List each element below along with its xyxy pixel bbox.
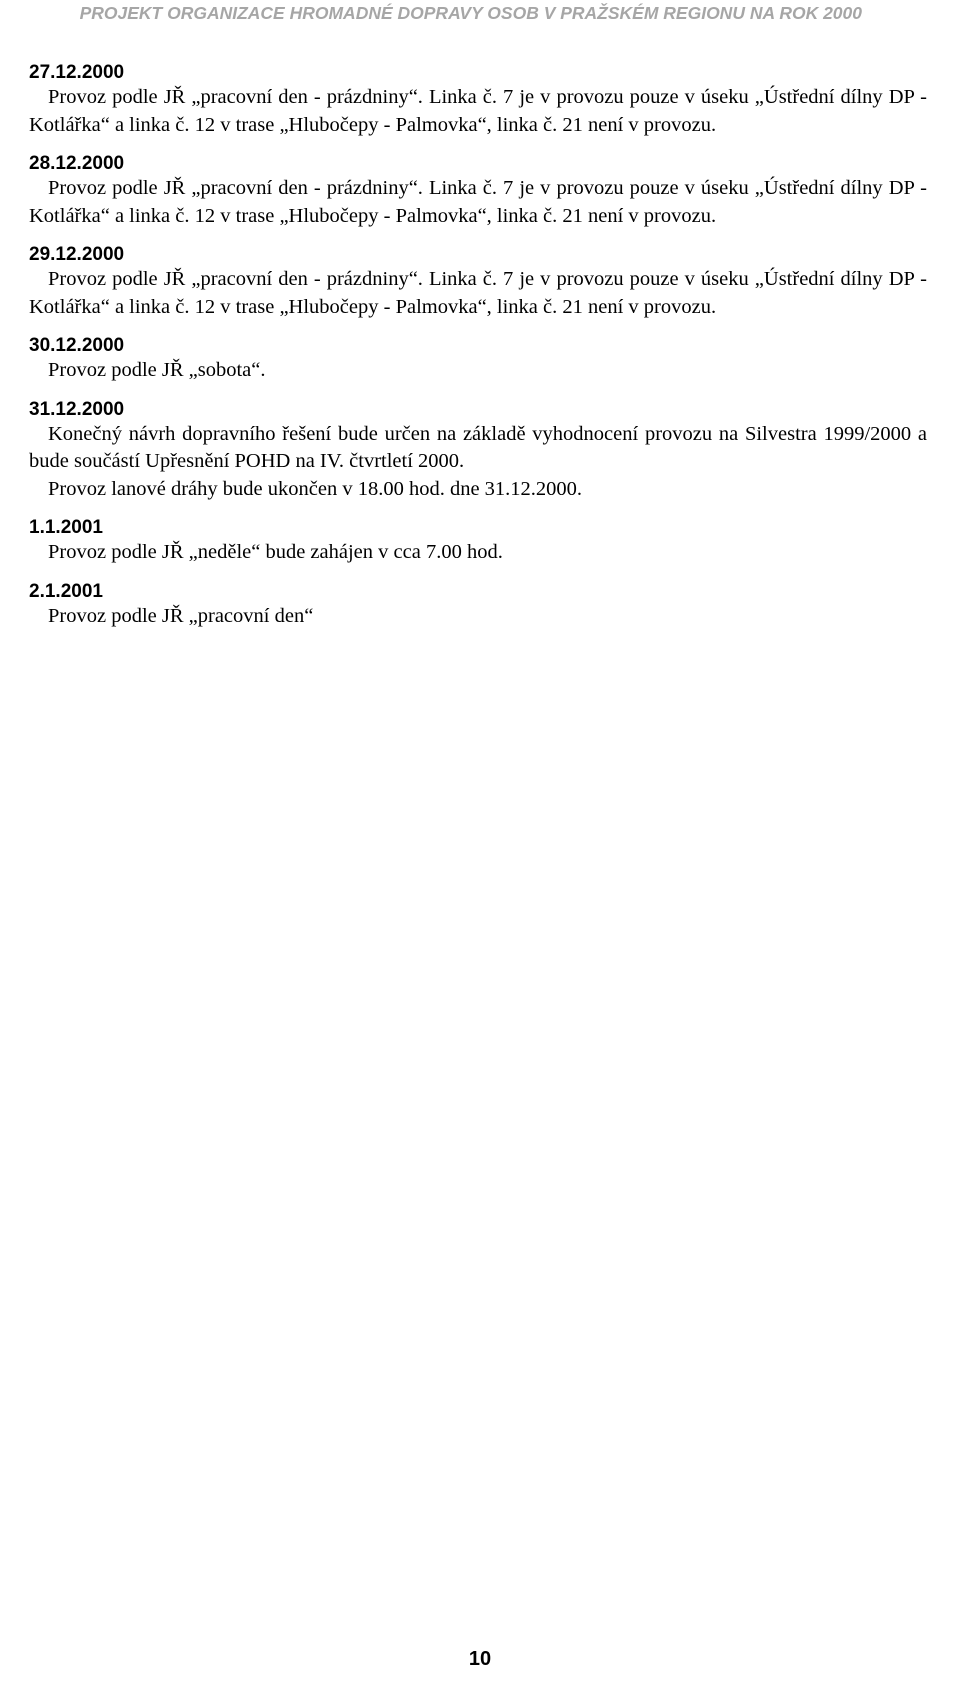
page-number: 10	[468, 1648, 492, 1670]
entry-date: 2.1.2001	[29, 580, 103, 602]
entry-29-12-2000	[29, 244, 927, 321]
entry-text: Provoz podle JŘ „sobota“.	[48, 359, 266, 381]
entry-date: 30.12.2000	[29, 335, 125, 356]
entry-text: Konečný návrh dopravního řešení bude určen na základě vyhodnocení provozu na Silvestra 1999/2000 a bude součástí Upřesnění POHD na IV. čtvrtletí 2000.	[29, 422, 927, 472]
entry-text: Provoz podle JŘ „pracovní den“	[48, 604, 314, 627]
entry-text: Provoz podle JŘ „neděle“ bude zahájen v cca 7.00 hod.	[48, 541, 503, 563]
entry-date: 1.1.2001	[29, 517, 103, 538]
entry-28-12-2000	[29, 153, 927, 230]
entry-text: Provoz podle JŘ „pracovní den - prázdniny“. Linka č. 7 je v provozu pouze v úseku „Ústřední dílny DP - Kotlářka“ a linka č. 12 v trase „Hlubočepy - Palmovka“, linka č. 21 není v provozu.	[29, 86, 927, 136]
entry-date: 31.12.2000	[29, 398, 125, 420]
entry-2-1-2001	[29, 581, 927, 631]
document-body	[29, 62, 927, 644]
entry-text-secondary: Provoz lanové dráhy bude ukončen v 18.00 hod. dne 31.12.2000.	[48, 477, 583, 500]
entry-1-1-2001	[29, 517, 927, 567]
entry-27-12-2000	[29, 62, 927, 139]
entry-date: 29.12.2000	[29, 244, 125, 265]
entry-date: 27.12.2000	[29, 62, 125, 83]
entry-30-12-2000	[29, 335, 927, 385]
entry-31-12-2000	[29, 399, 927, 504]
entry-text: Provoz podle JŘ „pracovní den - prázdniny“. Linka č. 7 je v provozu pouze v úseku „Ústřední dílny DP - Kotlářka“ a linka č. 12 v trase „Hlubočepy - Palmovka“, linka č. 21 není v provozu.	[29, 268, 927, 318]
entry-text: Provoz podle JŘ „pracovní den - prázdniny“. Linka č. 7 je v provozu pouze v úseku „Ústřední dílny DP - Kotlářka“ a linka č. 12 v trase „Hlubočepy - Palmovka“, linka č. 21 není v provozu.	[29, 177, 927, 227]
running-header: PROJEKT ORGANIZACE HROMADNÉ DOPRAVY OSOB V PRAŽSKÉM REGIONU NA ROK 2000	[79, 3, 862, 23]
entry-date: 28.12.2000	[29, 153, 125, 174]
